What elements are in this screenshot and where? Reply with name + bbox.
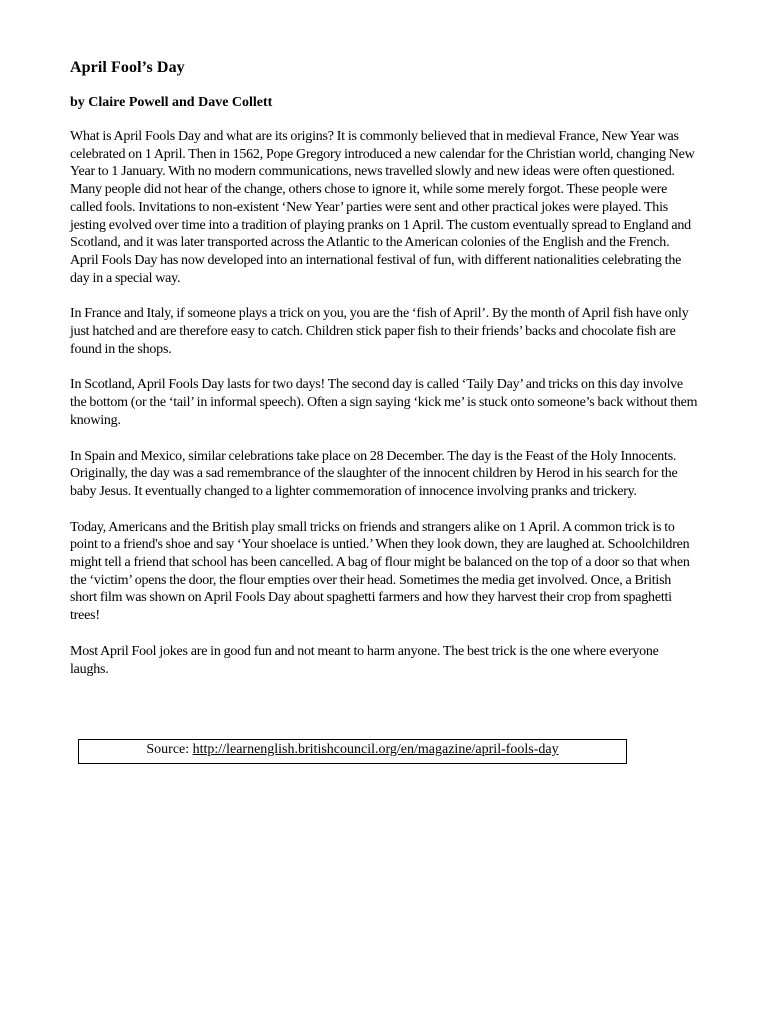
paragraph-france-italy: In France and Italy, if someone plays a trick on you, you are the ‘fish of April’. By the month of April fish have only just hatched and are therefore easy to catch. Children stick paper fish to their friends’ backs and chocolate fish are found in the shops. xyxy=(70,306,689,357)
article-title: April Fool’s Day xyxy=(70,59,185,76)
paragraph-origins: What is April Fools Day and what are its origins? It is commonly believed that in medieval France, New Year was celebrated on 1 April. Then in 1562, Pope Gregory introduced a new calendar for the Christian world, changing New Year to 1 January. With no modern communications, news travelled slowly and new ideas were often questioned. Many people did not hear of the change, others chose to ignore it, while some merely forgot. These people were called fools. Invitations to non-existent ‘New Year’ parties were sent and other practical jokes were played. This jesting evolved over time into a tradition of playing pranks on 1 April. The custom eventually spread to England and Scotland, and it was later transported across the Atlantic to the American colonies of the English and the French. April Fools Day has now developed into an international festival of fun, with different nationalities celebrating the day in a special way. xyxy=(70,129,695,286)
paragraph-conclusion: Most April Fool jokes are in good fun and not meant to harm anyone. The best trick is the one where everyone laughs. xyxy=(70,643,659,677)
paragraph-today: Today, Americans and the British play small tricks on friends and strangers alike on 1 April. A common trick is to point to a friend's shoe and say ‘Your shoelace is untied.’ When they look down, they are laughed at. Schoolchildren might tell a friend that school has been cancelled. A bag of flour might be balanced on the top of a door so that when the ‘victim’ opens the door, the flour empties over their head. Sometimes the media get involved. Once, a British short film was shown on April Fools Day about spaghetti farmers and how they harvest their crop from spaghetti trees! xyxy=(70,519,690,624)
article-byline: by Claire Powell and Dave Collett xyxy=(70,95,273,110)
source-box xyxy=(78,739,627,764)
document-body xyxy=(70,58,698,678)
paragraph-scotland: In Scotland, April Fools Day lasts for two days! The second day is called ‘Taily Day’ and tricks on this day involve the bottom (or the ‘tail’ in informal speech). Often a sign saying ‘kick me’ is stuck onto someone’s back without them knowing. xyxy=(70,377,698,428)
source-link[interactable]: http://learnenglish.britishcouncil.org/en/magazine/april-fools-day xyxy=(192,742,559,757)
paragraph-spain-mexico: In Spain and Mexico, similar celebrations take place on 28 December. The day is the Feast of the Holy Innocents. Originally, the day was a sad remembrance of the slaughter of the innocent children by Herod in his search for the baby Jesus. It eventually changed to a lighter commemoration of innocence involving pranks and trickery. xyxy=(70,448,678,499)
source-label: Source: xyxy=(146,742,193,757)
